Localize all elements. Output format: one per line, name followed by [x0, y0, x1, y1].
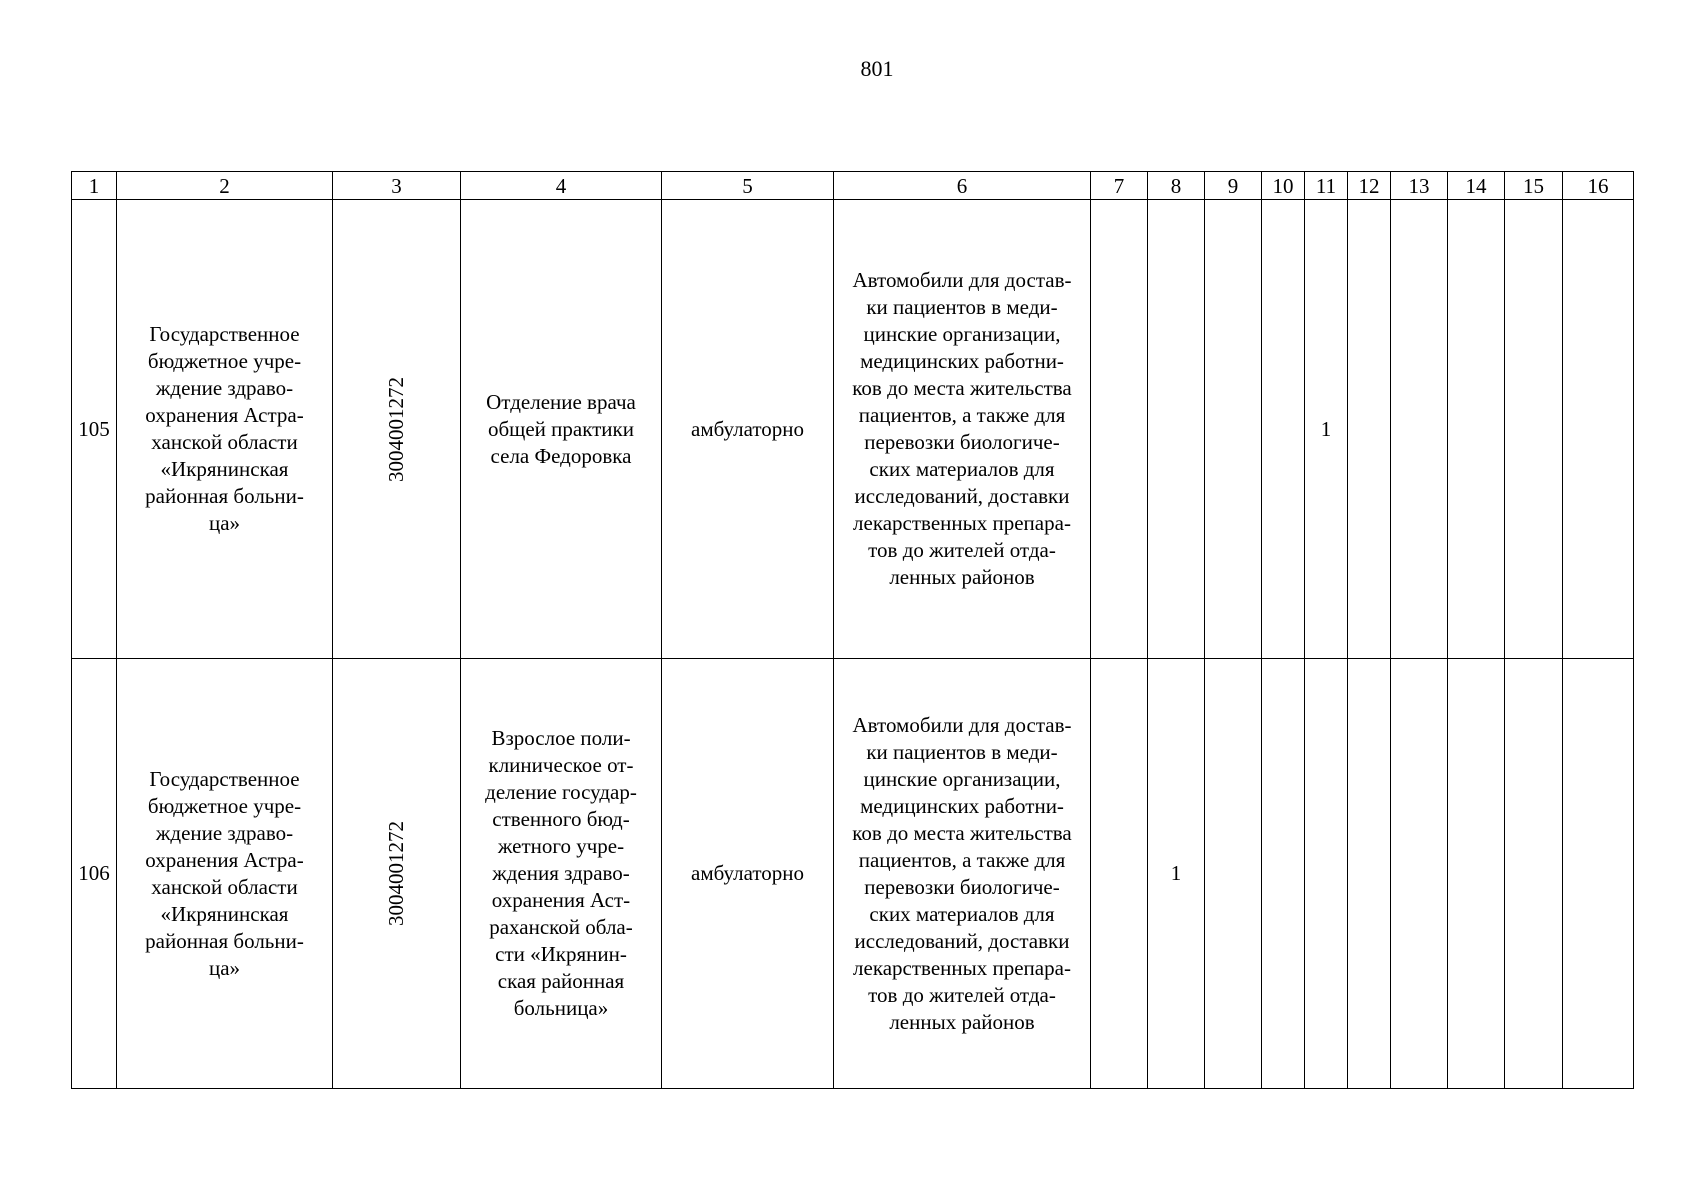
- count-cell-12: [1348, 659, 1391, 1089]
- row-number: 105: [72, 200, 117, 659]
- count-cell-10: [1262, 200, 1305, 659]
- count-cell-14: [1448, 200, 1505, 659]
- column-header: 6: [834, 172, 1091, 200]
- inn-cell: [333, 659, 461, 1089]
- count-cell-11: [1305, 659, 1348, 1089]
- inn-cell: [333, 200, 461, 659]
- column-header: 13: [1391, 172, 1448, 200]
- count-cell-11: 1: [1305, 200, 1348, 659]
- count-cell-14: [1448, 659, 1505, 1089]
- count-cell-13: [1391, 200, 1448, 659]
- count-cell-15: [1505, 200, 1563, 659]
- count-cell-9: [1205, 200, 1262, 659]
- column-header: 2: [117, 172, 333, 200]
- table-row: [72, 200, 1634, 659]
- column-header: 9: [1205, 172, 1262, 200]
- count-cell-9: [1205, 659, 1262, 1089]
- data-table: [71, 171, 1634, 1089]
- count-cell-10: [1262, 659, 1305, 1089]
- column-header: 14: [1448, 172, 1505, 200]
- count-cell-12: [1348, 200, 1391, 659]
- purpose-cell: Автомобили для достав- ки пациентов в меди- цинские организации, медицинских работни- ков до места жительства пациентов, а также для перевозки биологиче- ских материалов для исследований, доставки лекарственных препара- тов до жителей отда- ленных районов: [834, 659, 1091, 1089]
- organization-cell: Государственное бюджетное учре- ждение здраво- охранения Астра- ханской области «Икрянинская районная больни- ца»: [117, 659, 333, 1089]
- column-header: 16: [1563, 172, 1634, 200]
- column-header: 5: [662, 172, 834, 200]
- organization-cell: Государственное бюджетное учре- ждение здраво- охранения Астра- ханской области «Икрянинская районная больни- ца»: [117, 200, 333, 659]
- inn-value: 3004001272: [384, 376, 408, 482]
- count-cell-7: [1091, 659, 1148, 1089]
- department-cell: Взрослое поли- клиническое от- деление государ- ственного бюд- жетного учре- ждения здраво- охранения Аст- раханской обла- сти «Икрянин- ская районная больница»: [461, 659, 662, 1089]
- department-cell: Отделение врача общей практики села Федоровка: [461, 200, 662, 659]
- count-cell-13: [1391, 659, 1448, 1089]
- count-cell-16: [1563, 659, 1634, 1089]
- column-header: 12: [1348, 172, 1391, 200]
- conditions-cell: амбулаторно: [662, 200, 834, 659]
- column-header: 1: [72, 172, 117, 200]
- column-header: 3: [333, 172, 461, 200]
- count-cell-7: [1091, 200, 1148, 659]
- column-header: 11: [1305, 172, 1348, 200]
- row-number: 106: [72, 659, 117, 1089]
- inn-value: 3004001272: [384, 821, 408, 926]
- column-header: 10: [1262, 172, 1305, 200]
- count-cell-15: [1505, 659, 1563, 1089]
- count-cell-8: [1148, 200, 1205, 659]
- purpose-cell: Автомобили для достав- ки пациентов в меди- цинские организации, медицинских работни- ков до места жительства пациентов, а также для перевозки биологиче- ских материалов для исследований, доставки лекарственных препара- тов до жителей отда- ленных районов: [834, 200, 1091, 659]
- conditions-cell: амбулаторно: [662, 659, 834, 1089]
- column-header: 4: [461, 172, 662, 200]
- header-row: [72, 172, 1634, 200]
- column-header: 7: [1091, 172, 1148, 200]
- table-row: [72, 659, 1634, 1089]
- page-number: 801: [860, 56, 894, 81]
- count-cell-16: [1563, 200, 1634, 659]
- column-header: 8: [1148, 172, 1205, 200]
- column-header: 15: [1505, 172, 1563, 200]
- count-cell-8: 1: [1148, 659, 1205, 1089]
